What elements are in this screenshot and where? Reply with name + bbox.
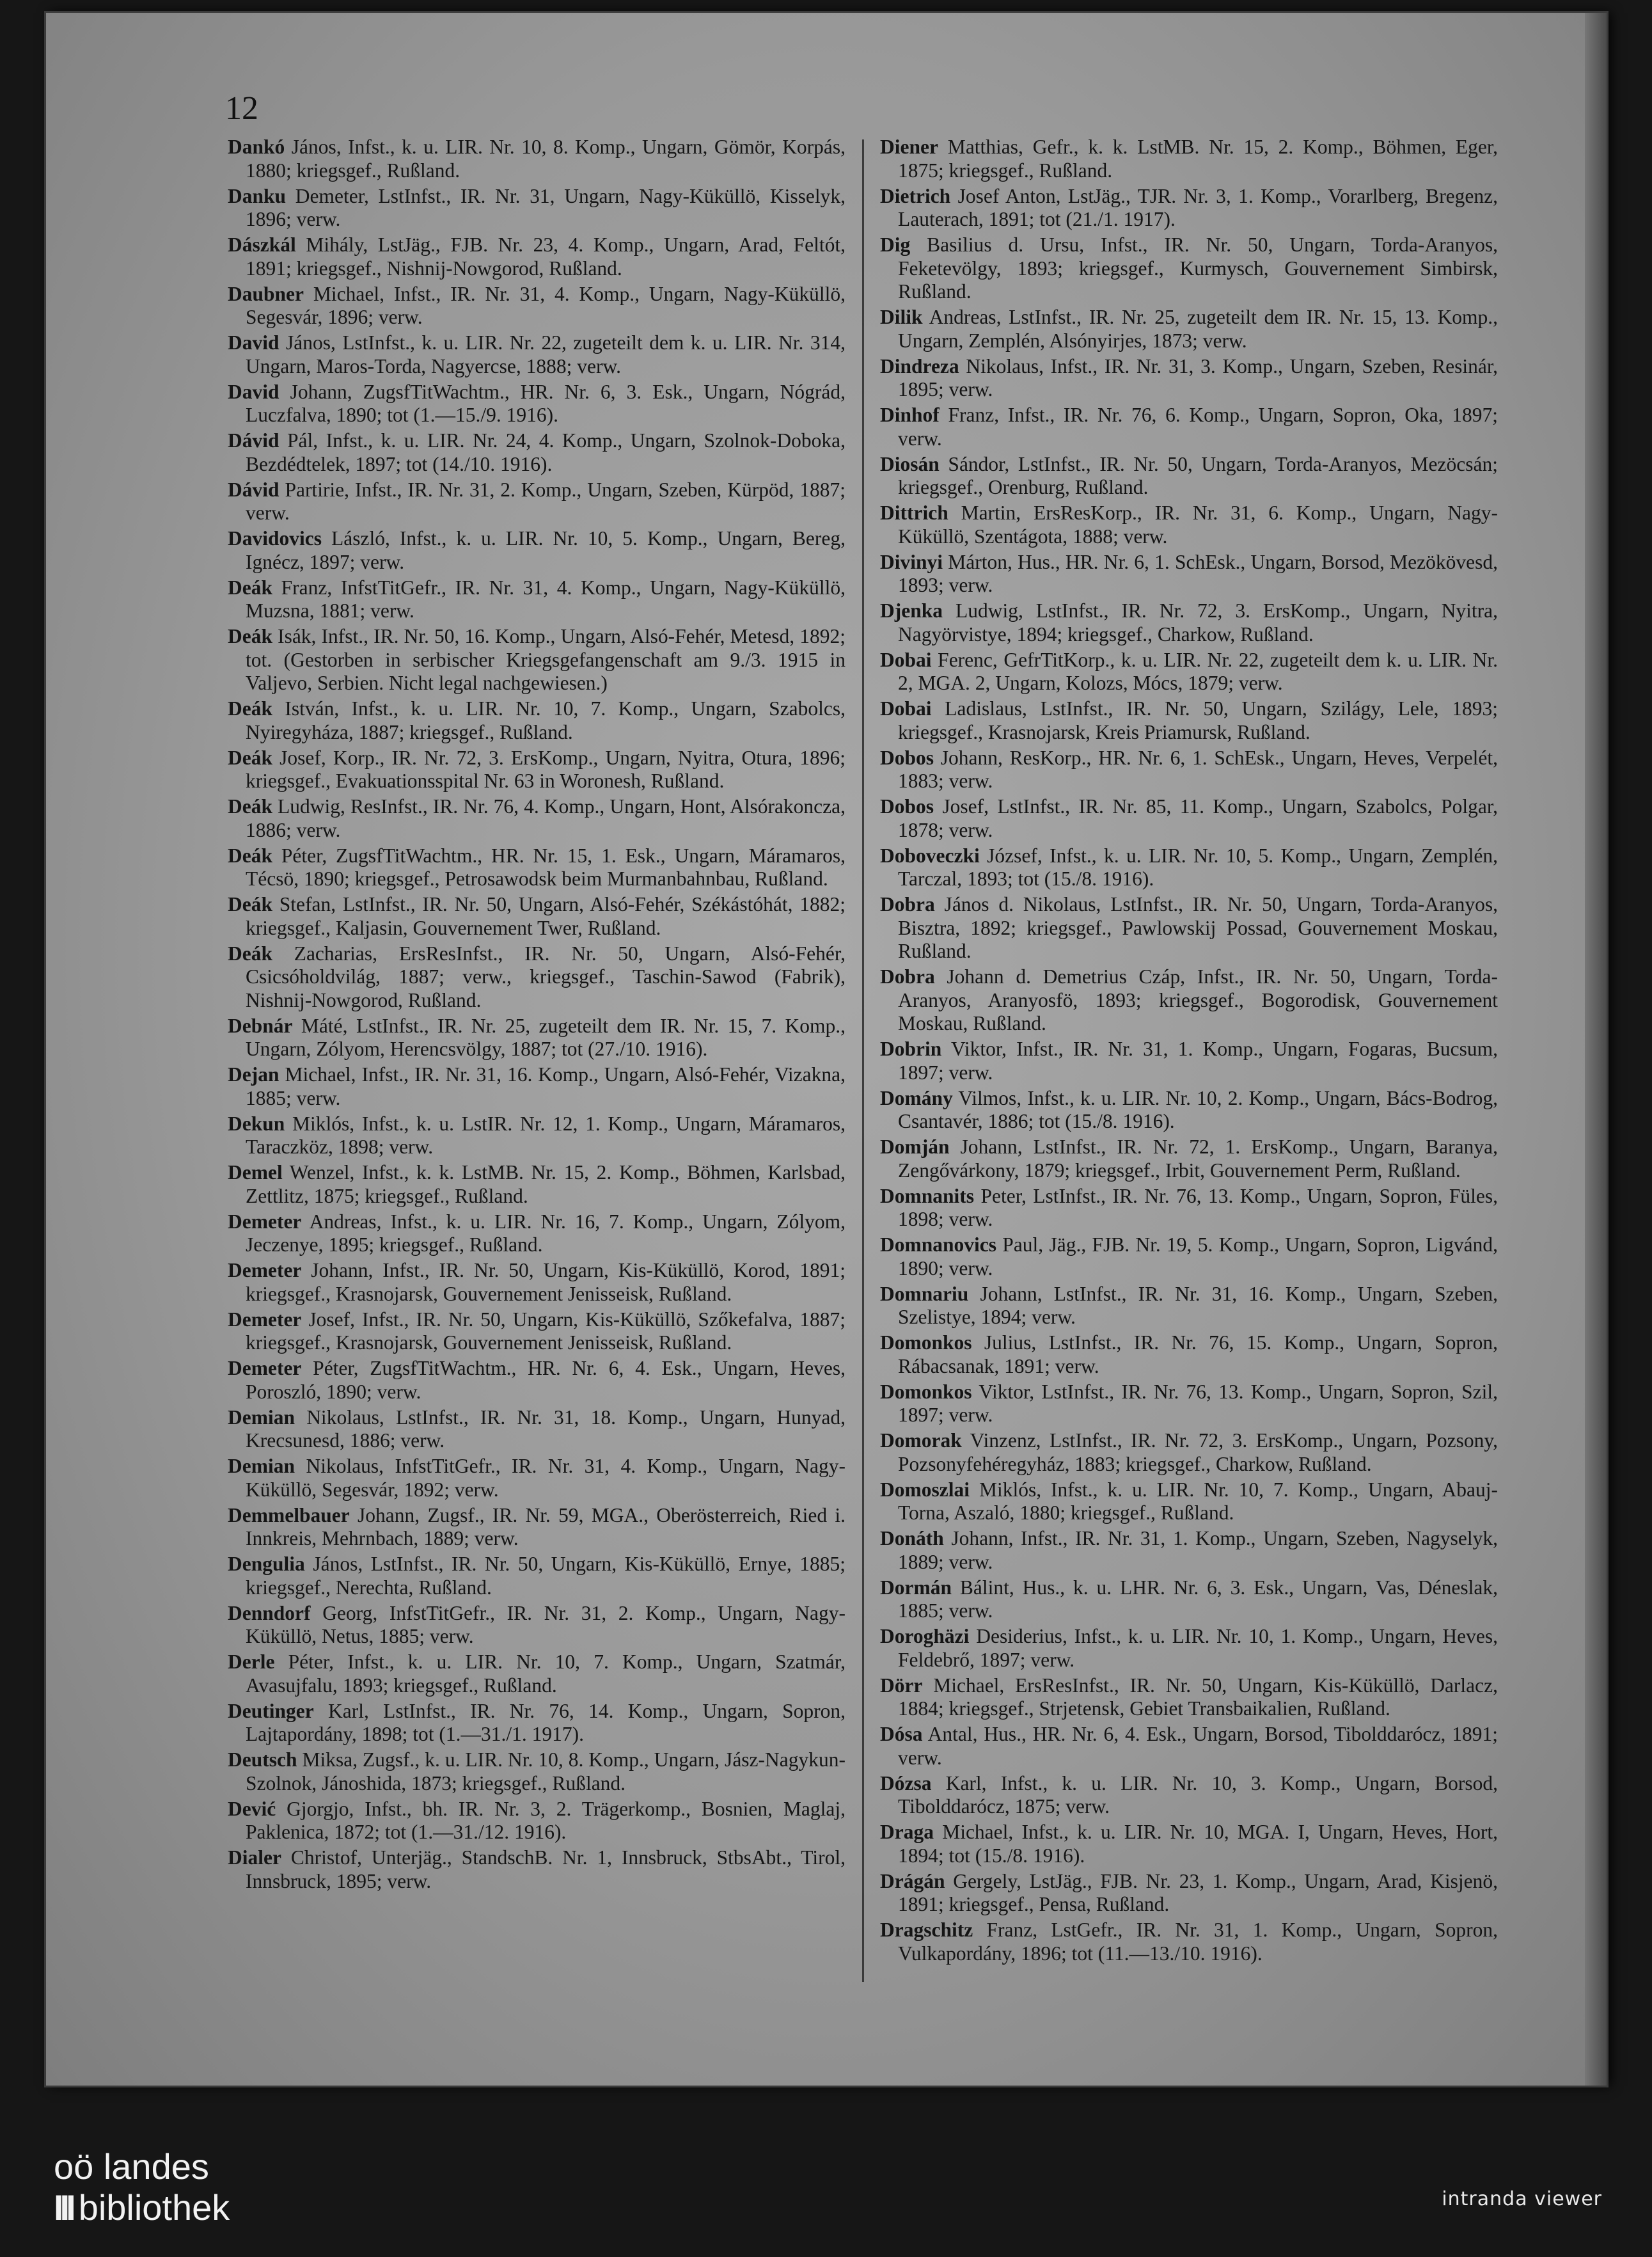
register-entry <box>880 599 1498 646</box>
column-divider <box>862 139 864 1982</box>
register-entry <box>228 1308 846 1355</box>
entry-details: Franz, LstGefr., IR. Nr. 31, 1. Komp., Ungarn, Sopron, Vulkapordány, 1896; tot (11.—13./10. 1916). <box>898 1919 1498 1965</box>
entry-surname: Davidovics <box>228 527 322 550</box>
entry-details: Michael, Infst., IR. Nr. 31, 16. Komp., Ungarn, Alsó-Fehér, Vizakna, 1885; verw. <box>246 1063 846 1109</box>
register-entry <box>880 1772 1498 1819</box>
entry-surname: Dobra <box>880 965 935 988</box>
entry-surname: Dig <box>880 234 911 256</box>
register-entry <box>880 1576 1498 1623</box>
entry-surname: Domoszlai <box>880 1478 970 1501</box>
entry-details: Antal, Hus., HR. Nr. 6, 4. Esk., Ungarn, Borsod, Tibolddarócz, 1891; verw. <box>898 1723 1498 1769</box>
entry-surname: Domnanovics <box>880 1233 997 1256</box>
entry-details: Paul, Jäg., FJB. Nr. 19, 5. Komp., Ungarn, Sopron, Ligvánd, 1890; verw. <box>898 1233 1498 1279</box>
register-entry <box>228 1651 846 1697</box>
register-entry <box>880 502 1498 548</box>
entry-details: Johann, ResKorp., HR. Nr. 6, 1. SchEsk., Ungarn, Heves, Verpelét, 1883; verw. <box>898 746 1498 792</box>
entry-details: Isák, Infst., IR. Nr. 50, 16. Komp., Ungarn, Alsó-Fehér, Metesd, 1892; tot. (Gestorben in serbischer Kriegsgefangenschaft am 9./3. 1915 in Valjevo, Serbien. Nicht legal nachgewiesen.) <box>246 625 846 694</box>
entry-surname: David <box>228 331 279 354</box>
register-entry <box>880 1527 1498 1574</box>
register-entry <box>880 453 1498 500</box>
register-entry <box>228 893 846 940</box>
register-entry <box>880 965 1498 1036</box>
entry-surname: Demeter <box>228 1210 302 1233</box>
entry-surname: Dobra <box>880 893 935 915</box>
library-logo <box>54 2146 230 2228</box>
entry-details: Johann, Zugsf., IR. Nr. 59, MGA., Oberösterreich, Ried i. Innkreis, Mehrnbach, 1889; verw. <box>246 1503 846 1549</box>
entry-details: Ferenc, GefrTitKorp., k. u. LIR. Nr. 22, zugeteilt dem k. u. LIR. Nr. 2, MGA. 2, Ungarn, Kolozs, Mócs, 1879; verw. <box>898 648 1498 694</box>
entry-details: János, LstInfst., k. u. LIR. Nr. 22, zugeteilt dem k. u. LIR. Nr. 314, Ungarn, Maros-Torda, Nagyercse, 1888; verw. <box>246 331 846 377</box>
entry-details: Péter, ZugsfTitWachtm., HR. Nr. 6, 4. Esk., Ungarn, Heves, Poroszló, 1890; verw. <box>246 1357 846 1403</box>
entry-surname: Domján <box>880 1136 950 1158</box>
register-entry <box>880 1038 1498 1084</box>
entry-surname: Deák <box>228 625 272 647</box>
register-entry <box>228 1357 846 1404</box>
entry-surname: Daubner <box>228 282 304 305</box>
register-entry <box>228 1798 846 1844</box>
register-entry <box>880 1674 1498 1721</box>
entry-surname: Dobrin <box>880 1038 942 1060</box>
entry-details: Márton, Hus., HR. Nr. 6, 1. SchEsk., Ungarn, Borsod, Mezökövesd, 1893; verw. <box>898 550 1498 596</box>
register-entry <box>880 1723 1498 1770</box>
register-entry <box>228 185 846 232</box>
entry-surname: Deák <box>228 795 272 818</box>
register-entry <box>228 942 846 1013</box>
entry-details: Karl, LstInfst., IR. Nr. 76, 14. Komp., Ungarn, Sopron, Lajtapordány, 1898; tot (1.—31./1. 1917). <box>246 1699 846 1745</box>
register-entry <box>880 1429 1498 1476</box>
entry-surname: Debnár <box>228 1014 293 1037</box>
entry-surname: Deák <box>228 697 272 720</box>
entry-details: Karl, Infst., k. u. LIR. Nr. 10, 3. Komp., Ungarn, Borsod, Tibolddarócz, 1875; verw. <box>898 1771 1498 1817</box>
entry-details: Franz, InfstTitGefr., IR. Nr. 31, 4. Komp., Ungarn, Nagy-Küküllö, Muzsna, 1881; verw. <box>246 576 846 622</box>
entry-surname: Deák <box>228 942 272 965</box>
entry-details: Wenzel, Infst., k. k. LstMB. Nr. 15, 2. Komp., Böhmen, Karlsbad, Zettlitz, 1875; kriegsgef., Rußland. <box>246 1161 846 1207</box>
entry-surname: Deák <box>228 844 272 867</box>
register-entry <box>228 1113 846 1159</box>
entry-surname: Dragschitz <box>880 1919 973 1941</box>
entry-details: Johann, Infst., IR. Nr. 50, Ungarn, Kis-Küküllö, Korod, 1891; kriegsgef., Krasnojarsk, Gouvernement Jenisseisk, Rußland. <box>246 1259 846 1305</box>
entry-surname: Dindreza <box>880 354 959 377</box>
entry-details: Michael, Infst., k. u. LIR. Nr. 10, MGA. I, Ungarn, Heves, Hort, 1894; tot (15./8. 1916). <box>898 1821 1498 1867</box>
entry-details: Stefan, LstInfst., IR. Nr. 50, Ungarn, Alsó-Fehér, Székástóhát, 1882; kriegsgef., Kaljasin, Gouvernement Twer, Rußland. <box>246 893 846 939</box>
entry-surname: Deutinger <box>228 1699 314 1722</box>
entry-surname: Denndorf <box>228 1601 311 1624</box>
entry-details: Christof, Unterjäg., StandschB. Nr. 1, Innsbruck, StbsAbt., Tirol, Innsbruck, 1895; verw. <box>246 1846 846 1892</box>
entry-surname: Dobos <box>880 746 934 769</box>
entry-details: Andreas, LstInfst., IR. Nr. 25, zugeteilt dem IR. Nr. 15, 13. Komp., Ungarn, Zemplén, Alsónyirjes, 1873; verw. <box>898 306 1498 352</box>
entry-surname: Dobai <box>880 648 932 671</box>
logo-line-2-text: bibliothek <box>78 2187 230 2228</box>
register-entry <box>880 234 1498 304</box>
entry-surname: Dittrich <box>880 502 948 524</box>
register-entry <box>228 625 846 695</box>
entry-surname: Dinhof <box>880 404 940 426</box>
entry-details: Johann, LstInfst., IR. Nr. 31, 16. Komp., Ungarn, Szeben, Szelistye, 1894; verw. <box>898 1282 1498 1328</box>
entry-surname: Deák <box>228 893 272 915</box>
entry-details: Vilmos, Infst., k. u. LIR. Nr. 10, 2. Komp., Ungarn, Bács-Bodrog, Csantavér, 1886; tot (15./8. 1916). <box>898 1086 1498 1132</box>
entry-surname: Dózsa <box>880 1771 932 1794</box>
register-entry <box>228 747 846 793</box>
entry-surname: Dobos <box>880 795 934 818</box>
entry-surname: Demeter <box>228 1259 302 1281</box>
entry-details: Partirie, Infst., IR. Nr. 31, 2. Komp., Ungarn, Szeben, Kürpöd, 1887; verw. <box>246 478 846 524</box>
entry-surname: Domonkos <box>880 1331 972 1354</box>
register-entry <box>880 355 1498 402</box>
entry-surname: Demian <box>228 1406 295 1429</box>
entry-details: Peter, LstInfst., IR. Nr. 76, 13. Komp., Ungarn, Sopron, Füles, 1898; verw. <box>898 1184 1498 1230</box>
register-entry <box>880 1821 1498 1867</box>
register-entry <box>228 331 846 378</box>
entry-details: Josef, Infst., IR. Nr. 50, Ungarn, Kis-Küküllö, Szőkefalva, 1887; kriegsgef., Krasnojarsk, Gouvernement Jenisseisk, Rußland. <box>246 1308 846 1354</box>
register-entry <box>228 527 846 574</box>
entry-details: Michael, Infst., IR. Nr. 31, 4. Komp., Ungarn, Nagy-Küküllö, Segesvár, 1896; verw. <box>246 282 846 328</box>
entry-surname: Danku <box>228 184 287 207</box>
register-entry <box>228 479 846 525</box>
entry-details: Viktor, LstInfst., IR. Nr. 76, 13. Komp., Ungarn, Sopron, Szil, 1897; verw. <box>898 1380 1498 1426</box>
entry-surname: Divinyi <box>880 550 943 573</box>
register-entry <box>228 234 846 280</box>
register-entry <box>880 1283 1498 1329</box>
entry-surname: Derle <box>228 1651 275 1673</box>
entry-details: Johann d. Demetrius Czáp, Infst., IR. Nr. 50, Ungarn, Torda-Aranyos, Aranyosfö, 1893; kriegsgef., Bogorodisk, Gouvernement Moskau, Rußland. <box>898 965 1498 1034</box>
entry-details: László, Infst., k. u. LIR. Nr. 10, 5. Komp., Ungarn, Bereg, Ignécz, 1897; verw. <box>246 527 846 573</box>
register-entry <box>228 1504 846 1551</box>
register-entry <box>880 306 1498 352</box>
entry-surname: Dejan <box>228 1063 279 1086</box>
entry-surname: Deutsch <box>228 1748 297 1771</box>
entry-surname: Dobai <box>880 697 932 720</box>
entry-details: Josef Anton, LstJäg., TJR. Nr. 3, 1. Komp., Vorarlberg, Bregenz, Lauterach, 1891; tot (21./1. 1917). <box>898 184 1498 230</box>
entry-surname: Doroghäzi <box>880 1625 970 1647</box>
entry-details: Ludwig, ResInfst., IR. Nr. 76, 4. Komp., Ungarn, Hont, Alsórakoncza, 1886; verw. <box>246 795 846 841</box>
entry-details: János, LstInfst., IR. Nr. 50, Ungarn, Kis-Küküllö, Ernye, 1885; kriegsgef., Nerechta, Rußland. <box>246 1553 846 1599</box>
entry-surname: Dialer <box>228 1846 281 1869</box>
register-entry <box>228 1210 846 1257</box>
entry-details: Viktor, Infst., IR. Nr. 31, 1. Komp., Ungarn, Fogaras, Bucsum, 1897; verw. <box>898 1038 1498 1084</box>
entry-surname: Dászkál <box>228 234 296 256</box>
register-entry <box>228 1455 846 1501</box>
register-entry <box>880 1233 1498 1280</box>
entry-surname: Dávid <box>228 478 279 501</box>
register-entry <box>228 1063 846 1110</box>
entry-details: Miksa, Zugsf., k. u. LIR. Nr. 10, 8. Komp., Ungarn, Jász-Nagykun-Szolnok, Jánoshida, 1873; kriegsgef., Rußland. <box>246 1748 846 1794</box>
register-entry <box>880 1870 1498 1917</box>
entry-surname: Demeter <box>228 1308 302 1331</box>
entry-surname: Dengulia <box>228 1553 305 1575</box>
register-entry <box>228 1406 846 1453</box>
register-entry <box>880 1331 1498 1378</box>
entry-details: Ladislaus, LstInfst., IR. Nr. 50, Ungarn, Szilágy, Lele, 1893; kriegsgef., Krasnojarsk, Kreis Priamursk, Rußland. <box>898 697 1498 743</box>
register-entry <box>228 1748 846 1795</box>
entry-details: Gergely, LstJäg., FJB. Nr. 23, 1. Komp., Ungarn, Arad, Kisjenö, 1891; kriegsgef., Pensa, Rußland. <box>898 1869 1498 1915</box>
entry-details: Josef, LstInfst., IR. Nr. 85, 11. Komp., Ungarn, Szabolcs, Polgar, 1878; verw. <box>898 795 1498 841</box>
entry-surname: Demeter <box>228 1357 302 1379</box>
entry-details: Nikolaus, InfstTitGefr., IR. Nr. 31, 4. Komp., Ungarn, Nagy-Küküllö, Segesvár, 1892; verw. <box>246 1455 846 1501</box>
entry-details: Máté, LstInfst., IR. Nr. 25, zugeteilt dem IR. Nr. 15, 7. Komp., Ungarn, Zólyom, Herencsvölgy, 1887; tot (27./10. 1916). <box>246 1014 846 1060</box>
entry-surname: Dávid <box>228 429 279 452</box>
entry-surname: Domány <box>880 1086 953 1109</box>
entry-surname: Dilik <box>880 306 923 328</box>
register-entry <box>880 1136 1498 1182</box>
entry-surname: Domnariu <box>880 1282 969 1305</box>
register-entry <box>228 795 846 842</box>
register-entry <box>228 1259 846 1306</box>
entry-surname: Draga <box>880 1821 934 1843</box>
register-entry <box>880 404 1498 450</box>
entry-details: Ludwig, LstInfst., IR. Nr. 72, 3. ErsKomp., Ungarn, Nyitra, Nagyörvistye, 1894; kriegsgef., Charkow, Rußland. <box>898 599 1498 645</box>
register-entry <box>880 1478 1498 1525</box>
entry-details: János, Infst., k. u. LIR. Nr. 10, 8. Komp., Ungarn, Gömör, Korpás, 1880; kriegsgef., Rußland. <box>246 136 846 182</box>
entry-details: Josef, Korp., IR. Nr. 72, 3. ErsKomp., Ungarn, Nyitra, Otura, 1896; kriegsgef., Evakuationsspital Nr. 63 in Woronesh, Rußland. <box>246 746 846 792</box>
entry-details: Mihály, LstJäg., FJB. Nr. 23, 4. Komp., Ungarn, Arad, Feltót, 1891; kriegsgef., Nishnij-Nowgorod, Rußland. <box>246 234 846 280</box>
entry-details: István, Infst., k. u. LIR. Nr. 10, 7. Komp., Ungarn, Szabolcs, Nyiregyháza, 1887; kriegsgef., Rußland. <box>246 697 846 743</box>
register-entry <box>880 136 1498 182</box>
left-column <box>228 136 846 1896</box>
entry-details: Nikolaus, Infst., IR. Nr. 31, 3. Komp., Ungarn, Szeben, Resinár, 1895; verw. <box>898 354 1498 400</box>
register-entry <box>880 1919 1498 1965</box>
entry-details: Miklós, Infst., k. u. LIR. Nr. 10, 7. Komp., Ungarn, Abauj-Torna, Aszaló, 1880; kriegsgef., Rußland. <box>898 1478 1498 1524</box>
entry-surname: Domnanits <box>880 1184 975 1207</box>
register-entry <box>228 136 846 182</box>
entry-details: Desiderius, Infst., k. u. LIR. Nr. 10, 1. Komp., Ungarn, Heves, Feldebrő, 1897; verw. <box>898 1625 1498 1671</box>
entry-details: Bálint, Hus., k. u. LHR. Nr. 6, 3. Esk., Ungarn, Vas, Déneslak, 1885; verw. <box>898 1576 1498 1622</box>
entry-details: Péter, ZugsfTitWachtm., HR. Nr. 15, 1. Esk., Ungarn, Máramaros, Técsö, 1890; kriegsgef., Petrosawodsk beim Murmanbahnbau, Rußland. <box>246 844 846 890</box>
entry-surname: Doboveczki <box>880 844 980 867</box>
entry-surname: Dormán <box>880 1576 952 1599</box>
register-entry <box>880 551 1498 598</box>
register-entry <box>228 429 846 476</box>
entry-details: Nikolaus, LstInfst., IR. Nr. 31, 18. Komp., Ungarn, Hunyad, Krecsunesd, 1886; verw. <box>246 1406 846 1452</box>
entry-details: Michael, ErsResInfst., IR. Nr. 50, Ungarn, Kis-Küküllö, Darlacz, 1884; kriegsgef., Strjetensk, Gebiet Transbaikalien, Rußland. <box>898 1674 1498 1720</box>
entry-surname: Dósa <box>880 1723 923 1745</box>
entry-details: Matthias, Gefr., k. k. LstMB. Nr. 15, 2. Komp., Böhmen, Eger, 1875; kriegsgef., Rußland. <box>898 136 1498 182</box>
entry-details: Martin, ErsResKorp., IR. Nr. 31, 6. Komp., Ungarn, Nagy-Küküllö, Szentágota, 1888; verw. <box>898 502 1498 548</box>
entry-details: Zacharias, ErsResInfst., IR. Nr. 50, Ungarn, Alsó-Fehér, Csicsóholdvilág, 1887; verw., kriegsgef., Taschin-Sawod (Fabrik), Nishnij-Nowgorod, Rußland. <box>246 942 846 1011</box>
entry-surname: Dević <box>228 1797 276 1820</box>
register-entry <box>880 747 1498 793</box>
logo-line-2 <box>54 2187 230 2228</box>
register-entry <box>228 1846 846 1893</box>
register-entry <box>880 185 1498 232</box>
entry-details: Péter, Infst., k. u. LIR. Nr. 10, 7. Komp., Ungarn, Szatmár, Avasujfalu, 1893; kriegsgef., Rußland. <box>246 1651 846 1697</box>
register-entry <box>228 283 846 329</box>
logo-line-1: oö landes <box>54 2146 209 2187</box>
register-entry <box>880 1381 1498 1427</box>
entry-details: Gjorgjo, Infst., bh. IR. Nr. 3, 2. Trägerkomp., Bosnien, Maglaj, Paklenica, 1872; tot (1.—31./12. 1916). <box>246 1797 846 1843</box>
entry-details: Georg, InfstTitGefr., IR. Nr. 31, 2. Komp., Ungarn, Nagy-Küküllö, Netus, 1885; verw. <box>246 1601 846 1647</box>
page-number: 12 <box>225 90 258 127</box>
entry-details: Johann, ZugsfTitWachtm., HR. Nr. 6, 3. Esk., Ungarn, Nógrád, Luczfalva, 1890; tot (1.—15./9. 1916). <box>246 380 846 426</box>
entry-details: Sándor, LstInfst., IR. Nr. 50, Ungarn, Torda-Aranyos, Mezöcsán; kriegsgef., Orenburg, Rußland. <box>898 452 1498 498</box>
entry-details: Basilius d. Ursu, Infst., IR. Nr. 50, Ungarn, Torda-Aranyos, Feketevölgy, 1893; kriegsgef., Kurmysch, Gouvernement Simbirsk, Rußland. <box>898 234 1498 303</box>
entry-surname: Demmelbauer <box>228 1503 350 1526</box>
register-entry <box>228 697 846 744</box>
entry-surname: Domonkos <box>880 1380 972 1403</box>
register-entry <box>880 795 1498 842</box>
register-entry <box>880 1625 1498 1672</box>
entry-details: Johann, Infst., IR. Nr. 31, 1. Komp., Ungarn, Szeben, Nagyselyk, 1889; verw. <box>898 1527 1498 1573</box>
entry-details: Johann, LstInfst., IR. Nr. 72, 1. ErsKomp., Ungarn, Baranya, Zengővárkony, 1879; kriegsgef., Irbit, Gouvernement Perm, Rußland. <box>898 1136 1498 1182</box>
register-entry <box>880 893 1498 963</box>
entry-surname: Deák <box>228 746 272 769</box>
entry-surname: Demian <box>228 1455 295 1477</box>
entry-surname: David <box>228 380 279 403</box>
entry-surname: Dietrich <box>880 184 951 207</box>
entry-details: József, Infst., k. u. LIR. Nr. 10, 5. Komp., Ungarn, Zemplén, Tarczal, 1893; tot (15./8. 1916). <box>898 844 1498 890</box>
entry-details: Julius, LstInfst., IR. Nr. 76, 15. Komp., Ungarn, Sopron, Rábacsanak, 1891; verw. <box>898 1331 1498 1377</box>
register-entry <box>880 649 1498 695</box>
entry-surname: Deák <box>228 576 272 599</box>
logo-bars-icon: III <box>54 2187 72 2228</box>
entry-surname: Djenka <box>880 599 943 622</box>
entry-details: Andreas, Infst., k. u. LIR. Nr. 16, 7. Komp., Ungarn, Zólyom, Jeczenye, 1895; kriegsgef., Rußland. <box>246 1210 846 1256</box>
viewer-label: intranda viewer <box>1442 2188 1602 2210</box>
entry-surname: Domorak <box>880 1429 962 1452</box>
register-entry <box>228 1700 846 1746</box>
register-entry <box>880 1087 1498 1134</box>
register-entry <box>228 381 846 427</box>
register-entry <box>228 844 846 891</box>
register-entry <box>880 1185 1498 1231</box>
register-entry <box>228 1602 846 1649</box>
entry-details: Vinzenz, LstInfst., IR. Nr. 72, 3. ErsKomp., Ungarn, Pozsony, Pozsonyfehéregyház, 1883; kriegsgef., Charkow, Rußland. <box>898 1429 1498 1475</box>
entry-surname: Diener <box>880 136 938 158</box>
scanned-page <box>46 13 1607 2086</box>
register-entry <box>228 1161 846 1208</box>
entry-surname: Demel <box>228 1161 283 1184</box>
entry-surname: Dekun <box>228 1112 285 1135</box>
register-entry <box>228 576 846 623</box>
page-edge-shadow <box>1585 13 1607 2086</box>
entry-details: Demeter, LstInfst., IR. Nr. 31, Ungarn, Nagy-Küküllö, Kisselyk, 1896; verw. <box>246 184 846 230</box>
entry-surname: Dankó <box>228 136 285 158</box>
entry-surname: Drágán <box>880 1869 945 1892</box>
entry-details: János d. Nikolaus, LstInfst., IR. Nr. 50, Ungarn, Torda-Aranyos, Bisztra, 1892; kriegsgef., Pawlowskij Possad, Gouvernement Moskau, Rußland. <box>898 893 1498 962</box>
entry-details: Miklós, Infst., k. u. LstIR. Nr. 12, 1. Komp., Ungarn, Máramaros, Taraczköz, 1898; verw. <box>246 1112 846 1158</box>
entry-surname: Donáth <box>880 1527 944 1549</box>
entry-surname: Dörr <box>880 1674 923 1697</box>
register-entry <box>880 844 1498 891</box>
register-entry <box>880 697 1498 744</box>
register-entry <box>228 1015 846 1061</box>
entry-details: Pál, Infst., k. u. LIR. Nr. 24, 4. Komp., Ungarn, Szolnok-Doboka, Bezdédtelek, 1897; tot (14./10. 1916). <box>246 429 846 475</box>
entry-surname: Diosán <box>880 452 940 475</box>
register-entry <box>228 1553 846 1599</box>
right-column <box>880 136 1498 1968</box>
entry-details: Franz, Infst., IR. Nr. 76, 6. Komp., Ungarn, Sopron, Oka, 1897; verw. <box>898 404 1498 450</box>
